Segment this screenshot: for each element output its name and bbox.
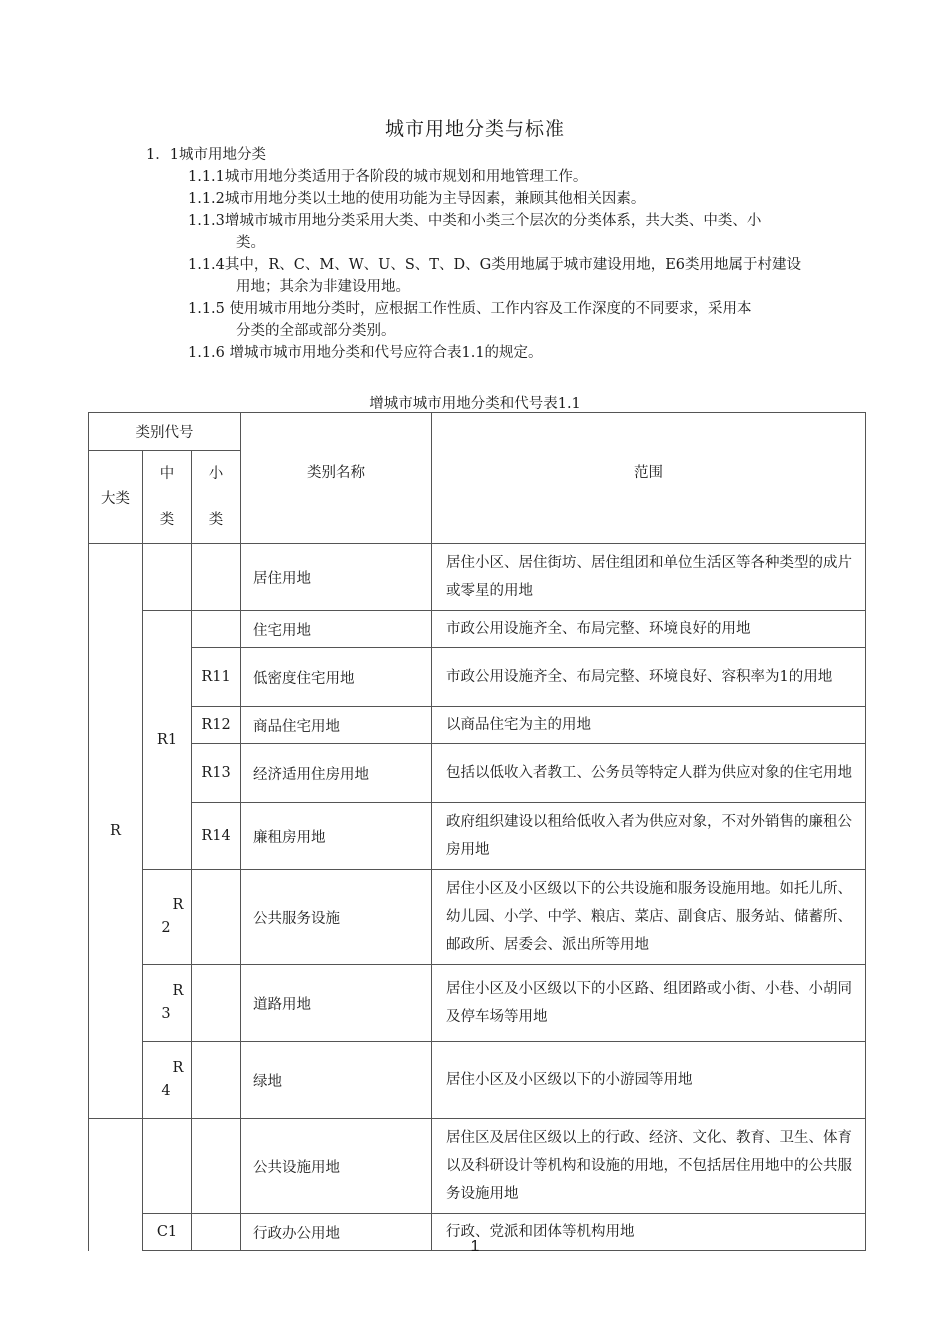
header-minor-char: 类 — [208, 512, 224, 528]
major-code-cell — [89, 1119, 143, 1251]
scope-cell: 行政、党派和团体等机构用地 — [432, 1214, 866, 1251]
medium-code-cell — [143, 870, 192, 965]
category-name-cell: 商品住宅用地 — [241, 707, 432, 744]
category-name-cell: 公共设施用地 — [241, 1119, 432, 1214]
clause-1-1-5: 1.1.5 使用城市用地分类时，应根据工作性质、工作内容及工作深度的不同要求，采用本 — [188, 301, 752, 317]
major-code-cell: R — [89, 544, 143, 1119]
table-row — [89, 803, 866, 870]
clause-1-1-4-cont: 用地；其余为非建设用地。 — [236, 279, 410, 295]
table-row — [89, 870, 866, 965]
clause-1-1-3-cont: 类。 — [236, 235, 265, 251]
minor-code-cell — [192, 1119, 241, 1214]
medium-code-char: 3 — [161, 1006, 171, 1022]
land-use-table — [88, 412, 866, 1251]
clause-1-1-2: 1.1.2城市用地分类以土地的使用功能为主导因素，兼顾其他相关因素。 — [188, 191, 646, 207]
header-major: 大类 — [89, 451, 143, 544]
scope-cell: 居住区及居住区级以上的行政、经济、文化、教育、卫生、体育以及科研设计等机构和设施的用地，不包括居住用地中的公共服务设施用地 — [432, 1119, 866, 1214]
medium-code-char: R — [172, 897, 184, 913]
table-row — [89, 611, 866, 648]
scope-cell: 居住小区及小区级以下的小区路、组团路或小街、小巷、小胡同及停车场等用地 — [432, 965, 866, 1042]
category-name-cell: 绿地 — [241, 1042, 432, 1119]
medium-code-cell — [143, 1042, 192, 1119]
header-scope: 范围 — [432, 413, 866, 544]
minor-code-cell — [192, 611, 241, 648]
header-code: 类别代号 — [89, 413, 241, 451]
category-name-cell: 道路用地 — [241, 965, 432, 1042]
clause-1-1-5-cont: 分类的全部或部分类别。 — [236, 323, 396, 339]
medium-code-cell: R1 — [143, 611, 192, 870]
scope-cell: 居住小区及小区级以下的公共设施和服务设施用地。如托儿所、幼儿园、小学、中学、粮店、菜店、副食店、服务站、储蓄所、邮政所、居委会、派出所等用地 — [432, 870, 866, 965]
medium-code-cell — [143, 1119, 192, 1214]
table-row — [89, 648, 866, 707]
scope-cell: 市政公用设施齐全、布局完整、环境良好的用地 — [432, 611, 866, 648]
medium-code-char: 4 — [161, 1083, 171, 1099]
clause-1-1-3: 1.1.3增城市城市用地分类采用大类、中类和小类三个层次的分类体系，共大类、中类、小 — [188, 213, 762, 229]
page-title: 城市用地分类与标准 — [384, 118, 565, 140]
section-heading: 1．1城市用地分类 — [146, 147, 266, 163]
category-name-cell: 居住用地 — [241, 544, 432, 611]
medium-code-char: 2 — [161, 920, 171, 936]
scope-cell: 市政公用设施齐全、布局完整、环境良好、容积率为1的用地 — [432, 648, 866, 707]
minor-code-cell — [192, 965, 241, 1042]
scope-cell: 政府组织建设以租给低收入者为供应对象，不对外销售的廉租公房用地 — [432, 803, 866, 870]
category-name-cell: 公共服务设施 — [241, 870, 432, 965]
minor-code-cell: R12 — [192, 707, 241, 744]
table-row — [89, 1119, 866, 1214]
clause-1-1-6: 1.1.6 增城市城市用地分类和代号应符合表1.1的规定。 — [188, 345, 543, 361]
category-name-cell: 住宅用地 — [241, 611, 432, 648]
minor-code-cell: R13 — [192, 744, 241, 803]
category-name-cell: 行政办公用地 — [241, 1214, 432, 1251]
scope-cell: 以商品住宅为主的用地 — [432, 707, 866, 744]
clause-1-1-4: 1.1.4其中，R、C、M、W、U、S、T、D、G类用地属于城市建设用地，E6类用地属于村建设 — [188, 257, 801, 273]
table-row — [89, 1042, 866, 1119]
table-row — [89, 707, 866, 744]
clause-1-1-1: 1.1.1城市用地分类适用于各阶段的城市规划和用地管理工作。 — [188, 169, 588, 185]
table-caption: 增城市城市用地分类和代号表1.1 — [369, 396, 581, 412]
header-name: 类别名称 — [241, 413, 432, 544]
header-minor-char: 小 — [208, 466, 224, 482]
scope-cell: 居住小区、居住街坊、居住组团和单位生活区等各种类型的成片或零星的用地 — [432, 544, 866, 611]
minor-code-cell: R14 — [192, 803, 241, 870]
table-row — [89, 744, 866, 803]
minor-code-cell: R11 — [192, 648, 241, 707]
medium-code-cell: C1 — [143, 1214, 192, 1251]
medium-code-char: R — [172, 1060, 184, 1076]
header-row — [89, 413, 866, 451]
page-number: 1 — [470, 1238, 480, 1255]
minor-code-cell — [192, 870, 241, 965]
medium-code-cell — [143, 544, 192, 611]
header-medium-char: 类 — [159, 512, 175, 528]
category-name-cell: 低密度住宅用地 — [241, 648, 432, 707]
header-medium-char: 中 — [159, 466, 175, 482]
minor-code-cell — [192, 544, 241, 611]
category-name-cell: 经济适用住房用地 — [241, 744, 432, 803]
table-row — [89, 544, 866, 611]
category-name-cell: 廉租房用地 — [241, 803, 432, 870]
scope-cell: 居住小区及小区级以下的小游园等用地 — [432, 1042, 866, 1119]
header-minor — [192, 451, 241, 544]
medium-code-cell — [143, 965, 192, 1042]
minor-code-cell — [192, 1042, 241, 1119]
table-row — [89, 965, 866, 1042]
scope-cell: 包括以低收入者教工、公务员等特定人群为供应对象的住宅用地 — [432, 744, 866, 803]
header-medium — [143, 451, 192, 544]
medium-code-char: R — [172, 983, 184, 999]
